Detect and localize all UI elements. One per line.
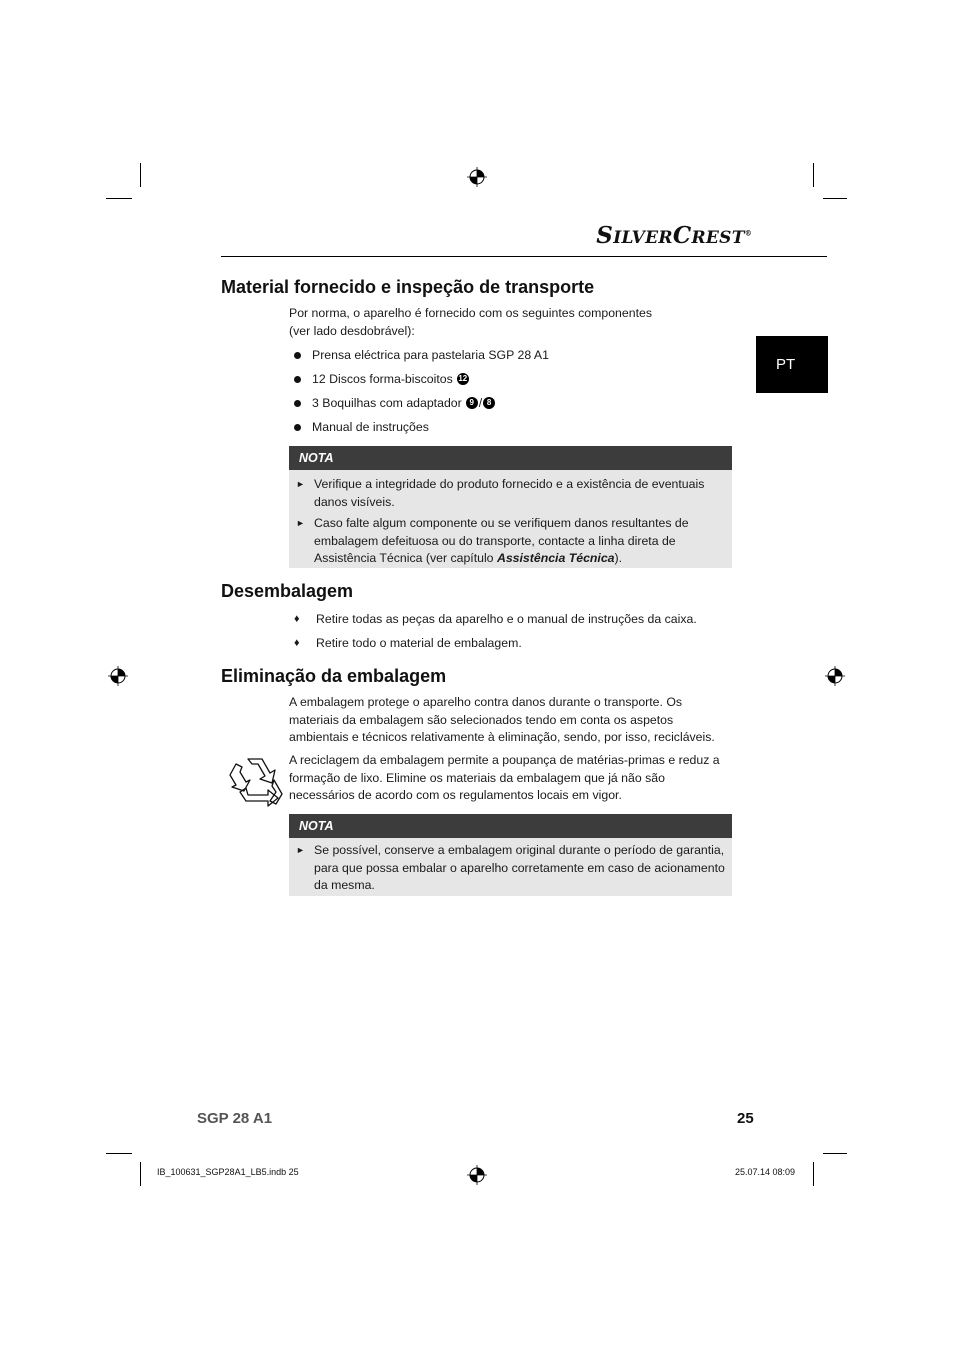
registration-mark-icon [825, 666, 845, 686]
section-title: Eliminação da embalagem [221, 666, 447, 686]
note-text: Caso falte algum componente ou se verifiquem danos resultantes de embalagem defeituosa ou do transporte, contacte a linha direta de Assistência Técnica (ver capítulo [314, 516, 689, 565]
list-item [294, 635, 522, 651]
list-item [294, 611, 697, 627]
diamond-bullet-icon: ♦ [294, 613, 300, 625]
bullet-icon [294, 352, 301, 359]
list-item [294, 395, 495, 411]
note-item [289, 476, 732, 511]
crop-mark [813, 1162, 814, 1186]
note-item [289, 842, 732, 895]
separator: / [478, 396, 483, 410]
note-item [289, 515, 732, 568]
note-text: Se possível, conserve a embalagem original durante o período de garantia, para que possa embalar o aparelho corretamente em caso de acionamento da mesma. [314, 843, 725, 892]
part-number-badge: 9 [466, 397, 478, 409]
bullet-icon [294, 400, 301, 407]
arrow-icon: ► [296, 518, 305, 528]
note-header: NOTA [289, 446, 732, 470]
crop-mark [140, 163, 141, 187]
recycle-icon [226, 754, 286, 810]
crop-mark [106, 1153, 132, 1154]
note-text-end: ). [614, 551, 623, 565]
bullet-icon [294, 424, 301, 431]
brand-logo [596, 222, 752, 249]
part-number-badge: 12 [458, 374, 468, 383]
language-tab-label: PT [776, 356, 796, 373]
brand-letter: C [672, 222, 692, 249]
brand-text: ILVER [613, 228, 673, 248]
bullet-icon [294, 376, 301, 383]
crop-mark [823, 198, 847, 199]
list-item-text: Retire todo o material de embalagem. [316, 636, 522, 650]
list-item [294, 347, 549, 363]
list-item-text: 3 Boquilhas com adaptador [312, 396, 462, 410]
crop-mark [813, 163, 814, 187]
note-box [289, 814, 732, 896]
brand-letter: S [596, 222, 614, 249]
crop-mark [823, 1153, 847, 1154]
crop-mark [106, 198, 132, 199]
section-title: Desembalagem [221, 581, 354, 601]
header-rule [221, 256, 827, 257]
part-number-badge: 8 [483, 397, 495, 409]
registered-mark: ® [744, 228, 752, 238]
print-slug-date: 25.07.14 08:09 [735, 1167, 796, 1177]
list-item [294, 419, 429, 435]
list-item-text: Prensa eléctrica para pastelaria SGP 28 A1 [312, 348, 549, 362]
paragraph: A reciclagem da embalagem permite a poupança de matérias-primas e reduz a formação de lixo. Elimine os materiais da embalagem que já não são necessários de acordo com os regulamentos locais em vigor. [289, 753, 720, 802]
arrow-icon: ► [296, 479, 305, 489]
paragraph: A embalagem protege o aparelho contra danos durante o transporte. Os materiais da embalagem são selecionados tendo em conta os aspetos ambientais e técnicos relativamente à eliminação, sendo, por isso, recicláveis. [289, 695, 715, 744]
crop-mark [140, 1162, 141, 1186]
footer-model: SGP 28 A1 [197, 1110, 273, 1127]
diamond-bullet-icon: ♦ [294, 637, 300, 649]
note-box [289, 446, 732, 568]
registration-mark-icon [108, 666, 128, 686]
intro-text [289, 305, 732, 340]
arrow-icon: ► [296, 845, 305, 855]
print-slug-file: IB_100631_SGP28A1_LB5.indb 25 [157, 1167, 299, 1177]
registration-mark-icon [467, 1165, 487, 1185]
list-item-text: Retire todas as peças da aparelho e o manual de instruções da caixa. [316, 612, 697, 626]
chapter-reference: Assistência Técnica [496, 551, 615, 565]
registration-mark-icon [467, 167, 487, 187]
intro-line: Por norma, o aparelho é fornecido com os seguintes componentes [289, 306, 652, 320]
language-tab [756, 336, 828, 393]
list-item-text: Manual de instruções [312, 420, 429, 434]
intro-line: (ver lado desdobrável): [289, 323, 415, 338]
list-item [294, 371, 469, 387]
section-title: Material fornecido e inspeção de transporte [221, 277, 595, 297]
page-number: 25 [737, 1110, 754, 1127]
list-item-text: 12 Discos forma-biscoitos [312, 372, 453, 386]
note-header: NOTA [289, 814, 732, 838]
note-text: Verifique a integridade do produto fornecido e a existência de eventuais danos visíveis. [314, 477, 705, 509]
brand-text: REST [691, 228, 745, 248]
